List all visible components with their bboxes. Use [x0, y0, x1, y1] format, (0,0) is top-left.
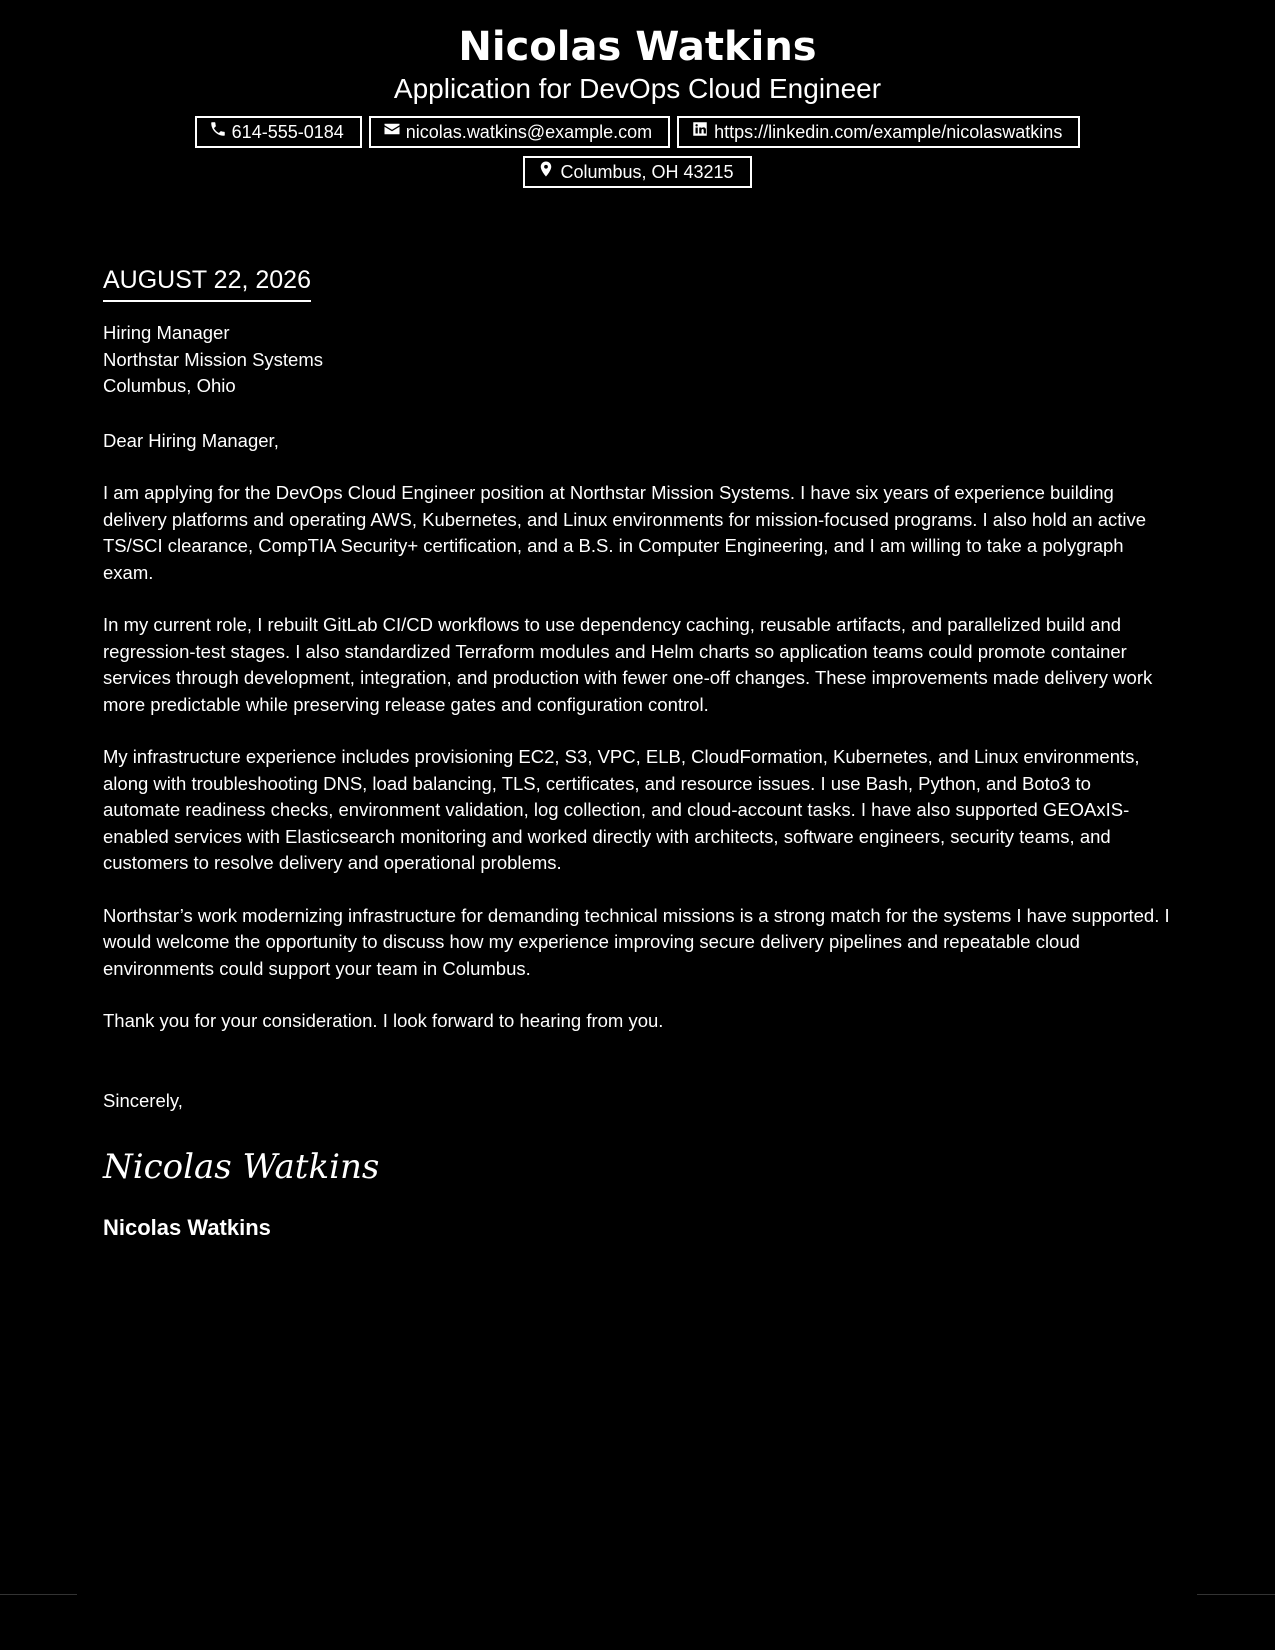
contact-list	[158, 116, 1118, 188]
body-paragraph: My infrastructure experience includes provisioning EC2, S3, VPC, ELB, CloudFormation, Kubernetes, and Linux environments, along with troubleshooting DNS, load balancing, TLS, certificates, and resource issues. I use Bash, Python, and Boto3 to automate readiness checks, environment validation, log collection, and cloud-account tasks. I have also supported GEOAxIS-enabled services with Elasticsearch monitoring and worked directly with architects, software engineers, security teams, and customers to resolve delivery and operational problems.	[103, 746, 1140, 873]
signed-name: Nicolas Watkins	[103, 1215, 271, 1240]
handwritten-signature	[103, 1140, 403, 1192]
letter-body	[103, 264, 1173, 1242]
applicant-name: Nicolas Watkins	[458, 24, 817, 70]
greeting: Dear Hiring Manager,	[103, 429, 279, 451]
closing: Sincerely,	[103, 1089, 183, 1111]
footer-divider-right	[1197, 1594, 1275, 1595]
body-paragraph: I am applying for the DevOps Cloud Engineer position at Northstar Mission Systems. I have six years of experience building delivery platforms and operating AWS, Kubernetes, and Linux environments for mission-focused programs. I also hold an active TS/SCI clearance, CompTIA Security+ certification, and a B.S. in Computer Engineering, and I am willing to take a polygraph exam.	[103, 482, 1147, 583]
contact-phone-text: 614-555-0184	[231, 122, 344, 142]
contact-email-text: nicolas.watkins@example.com	[405, 122, 653, 142]
body-paragraph: Thank you for your consideration. I look forward to hearing from you.	[103, 1010, 664, 1031]
letter-header	[0, 22, 1275, 188]
letter-date: AUGUST 22, 2026	[103, 264, 311, 302]
envelope-icon	[383, 120, 401, 144]
footer-divider-left	[0, 1594, 77, 1595]
recipient-line: Columbus, Ohio	[103, 375, 236, 396]
contact-location-text: Columbus, OH 43215	[560, 162, 734, 182]
linkedin-icon	[691, 120, 709, 144]
phone-icon	[209, 120, 227, 144]
signature-text: Nicolas Watkins	[103, 1147, 380, 1187]
contact-phone[interactable]	[195, 116, 362, 148]
contact-email[interactable]	[369, 116, 670, 148]
body-paragraph: Northstar’s work modernizing infrastructure for demanding technical missions is a strong match for the systems I have supported. I would welcome the opportunity to discuss how my experience improving secure delivery pipelines and repeatable cloud environments could support your team in Columbus.	[103, 904, 1170, 979]
contact-linkedin[interactable]	[677, 116, 1080, 148]
contact-linkedin-text: https://linkedin.com/example/nicolaswatkins	[714, 122, 1063, 142]
recipient-line: Northstar Mission Systems	[103, 348, 323, 370]
body-paragraph: In my current role, I rebuilt GitLab CI/CD workflows to use dependency caching, reusable artifacts, and parallelized build and regression-test stages. I also standardized Terraform modules and Helm charts so application teams could promote container services through development, integration, and production with fewer one-off changes. These improvements made delivery work more predictable while preserving release gates and configuration control.	[103, 614, 1153, 715]
contact-location[interactable]	[523, 156, 751, 188]
recipient-line: Hiring Manager	[103, 322, 230, 343]
map-pin-icon	[537, 160, 555, 184]
recipient-block	[103, 320, 1173, 400]
application-title: Application for DevOps Cloud Engineer	[393, 73, 882, 104]
